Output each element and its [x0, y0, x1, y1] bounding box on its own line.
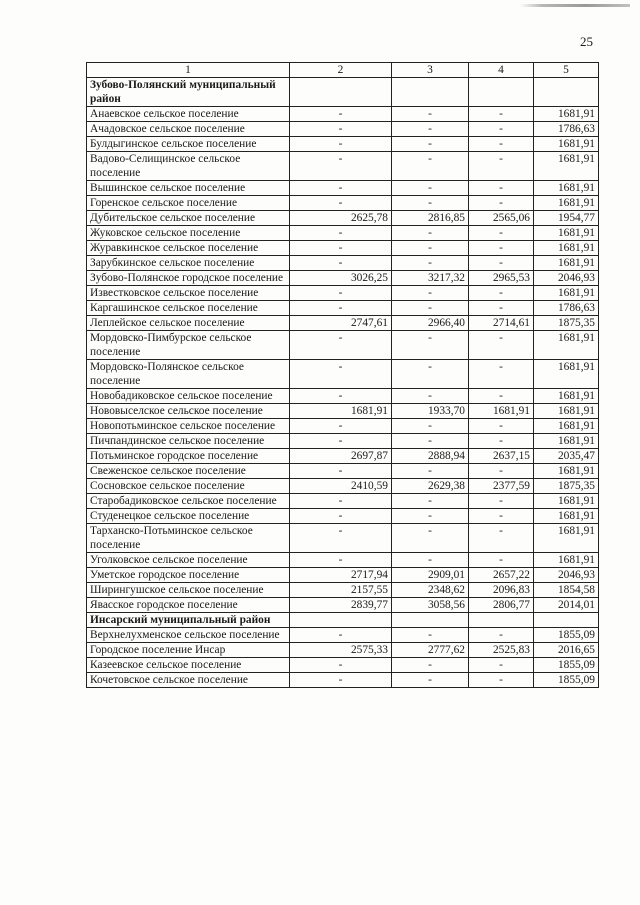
settlement-name: Новобадиковское сельское поселение: [87, 389, 290, 404]
settlement-name: Зарубкинское сельское поселение: [87, 256, 290, 271]
table-row: [87, 658, 599, 673]
tariff-table: [86, 62, 599, 688]
value-cell-c5: 1681,91: [534, 360, 599, 389]
value-cell-c2: 2747,61: [290, 316, 392, 331]
value-cell-c4: 2565,06: [469, 211, 534, 226]
value-cell-c3: 2966,40: [392, 316, 469, 331]
settlement-name: Дубительское сельское поселение: [87, 211, 290, 226]
table-row: [87, 464, 599, 479]
value-cell-c5: 1855,09: [534, 673, 599, 688]
value-cell-c3: 2777,62: [392, 643, 469, 658]
value-cell-c3: -: [392, 419, 469, 434]
value-cell-c3: 3217,32: [392, 271, 469, 286]
value-cell-c3: -: [392, 389, 469, 404]
value-cell-c4: -: [469, 301, 534, 316]
table-row: [87, 419, 599, 434]
table-row: [87, 152, 599, 181]
district-name: Зубово-Полянский муниципальный район: [87, 78, 290, 107]
table-row: [87, 331, 599, 360]
value-cell-c3: [392, 613, 469, 628]
table-row: [87, 107, 599, 122]
value-cell-c5: 1681,91: [534, 404, 599, 419]
settlement-name: Сосновское сельское поселение: [87, 479, 290, 494]
value-cell-c3: -: [392, 524, 469, 553]
settlement-name: Явасское городское поселение: [87, 598, 290, 613]
value-cell-c5: 1681,91: [534, 226, 599, 241]
value-cell-c3: -: [392, 286, 469, 301]
value-cell-c2: -: [290, 181, 392, 196]
table-row: [87, 301, 599, 316]
value-cell-c2: -: [290, 137, 392, 152]
value-cell-c2: 2410,59: [290, 479, 392, 494]
settlement-name: Кочетовское сельское поселение: [87, 673, 290, 688]
value-cell-c2: 2625,78: [290, 211, 392, 226]
table-row: [87, 509, 599, 524]
settlement-name: Горенское сельское поселение: [87, 196, 290, 211]
table-row: [87, 583, 599, 598]
value-cell-c5: 1681,91: [534, 286, 599, 301]
table-row: [87, 524, 599, 553]
value-cell-c2: 2839,77: [290, 598, 392, 613]
table-row: [87, 137, 599, 152]
value-cell-c3: -: [392, 553, 469, 568]
settlement-name: Новопотьминское сельское поселение: [87, 419, 290, 434]
value-cell-c3: -: [392, 658, 469, 673]
value-cell-c5: 1681,91: [534, 464, 599, 479]
value-cell-c5: 1681,91: [534, 509, 599, 524]
settlement-name: Ачадовское сельское поселение: [87, 122, 290, 137]
settlement-name: Зубово-Полянское городское поселение: [87, 271, 290, 286]
value-cell-c5: 1855,09: [534, 628, 599, 643]
value-cell-c4: -: [469, 673, 534, 688]
page-number: 25: [580, 34, 593, 49]
value-cell-c2: -: [290, 107, 392, 122]
value-cell-c5: 1681,91: [534, 434, 599, 449]
value-cell-c5: 1681,91: [534, 256, 599, 271]
table-row: [87, 211, 599, 226]
value-cell-c4: 2714,61: [469, 316, 534, 331]
value-cell-c5: 1681,91: [534, 389, 599, 404]
value-cell-c4: 2377,59: [469, 479, 534, 494]
value-cell-c4: [469, 613, 534, 628]
value-cell-c4: -: [469, 524, 534, 553]
settlement-name: Известковское сельское поселение: [87, 286, 290, 301]
settlement-name: Пичпандинское сельское поселение: [87, 434, 290, 449]
value-cell-c5: 1681,91: [534, 494, 599, 509]
value-cell-c4: -: [469, 553, 534, 568]
value-cell-c4: -: [469, 286, 534, 301]
value-cell-c5: 1954,77: [534, 211, 599, 226]
value-cell-c2: -: [290, 524, 392, 553]
value-cell-c3: -: [392, 122, 469, 137]
value-cell-c5: 2016,65: [534, 643, 599, 658]
value-cell-c3: -: [392, 241, 469, 256]
section-row: [87, 78, 599, 107]
table-body: [87, 63, 599, 688]
value-cell-c5: 2035,47: [534, 449, 599, 464]
column-header: 2: [290, 63, 392, 78]
value-cell-c4: 2525,83: [469, 643, 534, 658]
value-cell-c4: -: [469, 152, 534, 181]
value-cell-c3: -: [392, 628, 469, 643]
value-cell-c4: -: [469, 181, 534, 196]
value-cell-c2: -: [290, 658, 392, 673]
value-cell-c3: -: [392, 509, 469, 524]
settlement-name: Каргашинское сельское поселение: [87, 301, 290, 316]
value-cell-c4: [469, 78, 534, 107]
settlement-name: Анаевское сельское поселение: [87, 107, 290, 122]
value-cell-c4: -: [469, 331, 534, 360]
value-cell-c2: 3026,25: [290, 271, 392, 286]
value-cell-c2: -: [290, 301, 392, 316]
value-cell-c5: 2014,01: [534, 598, 599, 613]
value-cell-c3: 2888,94: [392, 449, 469, 464]
section-row: [87, 613, 599, 628]
value-cell-c3: 2816,85: [392, 211, 469, 226]
column-header: 3: [392, 63, 469, 78]
value-cell-c5: 1681,91: [534, 181, 599, 196]
value-cell-c2: 2717,94: [290, 568, 392, 583]
value-cell-c5: 1681,91: [534, 331, 599, 360]
value-cell-c4: -: [469, 509, 534, 524]
value-cell-c5: 2046,93: [534, 271, 599, 286]
value-cell-c4: -: [469, 107, 534, 122]
value-cell-c4: 2965,53: [469, 271, 534, 286]
settlement-name: Городское поселение Инсар: [87, 643, 290, 658]
scan-artifact: [520, 4, 630, 7]
table-row: [87, 360, 599, 389]
column-header: 4: [469, 63, 534, 78]
table-row: [87, 553, 599, 568]
settlement-name: Студенецкое сельское поселение: [87, 509, 290, 524]
value-cell-c4: -: [469, 196, 534, 211]
value-cell-c2: -: [290, 241, 392, 256]
settlement-name: Жуковское сельское поселение: [87, 226, 290, 241]
table-row: [87, 434, 599, 449]
table-row: [87, 256, 599, 271]
value-cell-c5: 1681,91: [534, 553, 599, 568]
value-cell-c2: -: [290, 286, 392, 301]
value-cell-c3: -: [392, 434, 469, 449]
value-cell-c2: -: [290, 226, 392, 241]
table-row: [87, 196, 599, 211]
value-cell-c3: -: [392, 152, 469, 181]
district-name: Инсарский муниципальный район: [87, 613, 290, 628]
table-row: [87, 316, 599, 331]
value-cell-c4: 2806,77: [469, 598, 534, 613]
settlement-name: Булдыгинское сельское поселение: [87, 137, 290, 152]
column-header: 1: [87, 63, 290, 78]
value-cell-c2: -: [290, 256, 392, 271]
value-cell-c4: 1681,91: [469, 404, 534, 419]
value-cell-c2: -: [290, 196, 392, 211]
value-cell-c4: -: [469, 434, 534, 449]
table-row: [87, 181, 599, 196]
settlement-name: Уметское городское поселение: [87, 568, 290, 583]
value-cell-c4: -: [469, 122, 534, 137]
value-cell-c3: -: [392, 494, 469, 509]
value-cell-c3: 2909,01: [392, 568, 469, 583]
value-cell-c3: -: [392, 331, 469, 360]
table-row: [87, 628, 599, 643]
value-cell-c5: 1681,91: [534, 241, 599, 256]
value-cell-c5: 1681,91: [534, 107, 599, 122]
table-row: [87, 404, 599, 419]
value-cell-c2: 1681,91: [290, 404, 392, 419]
value-cell-c2: 2575,33: [290, 643, 392, 658]
value-cell-c3: -: [392, 226, 469, 241]
value-cell-c2: -: [290, 673, 392, 688]
table-row: [87, 389, 599, 404]
value-cell-c2: -: [290, 331, 392, 360]
settlement-name: Тарханско-Потьминское сельское поселение: [87, 524, 290, 553]
value-cell-c5: 1681,91: [534, 137, 599, 152]
table-row: [87, 568, 599, 583]
value-cell-c4: -: [469, 658, 534, 673]
settlement-name: Нововыселское сельское поселение: [87, 404, 290, 419]
settlement-name: Уголковское сельское поселение: [87, 553, 290, 568]
value-cell-c3: -: [392, 137, 469, 152]
table-row: [87, 226, 599, 241]
value-cell-c2: -: [290, 628, 392, 643]
value-cell-c5: 1854,58: [534, 583, 599, 598]
value-cell-c2: -: [290, 509, 392, 524]
value-cell-c3: -: [392, 464, 469, 479]
settlement-name: Старобадиковское сельское поселение: [87, 494, 290, 509]
settlement-name: Мордовско-Пимбурское сельское поселение: [87, 331, 290, 360]
value-cell-c5: 1786,63: [534, 301, 599, 316]
value-cell-c3: -: [392, 181, 469, 196]
column-header: 5: [534, 63, 599, 78]
value-cell-c2: 2157,55: [290, 583, 392, 598]
value-cell-c5: [534, 78, 599, 107]
value-cell-c5: 1786,63: [534, 122, 599, 137]
value-cell-c3: -: [392, 673, 469, 688]
value-cell-c3: 1933,70: [392, 404, 469, 419]
settlement-name: Леплейское сельское поселение: [87, 316, 290, 331]
table-row: [87, 494, 599, 509]
value-cell-c3: 2348,62: [392, 583, 469, 598]
value-cell-c4: 2657,22: [469, 568, 534, 583]
settlement-name: Журавкинское сельское поселение: [87, 241, 290, 256]
value-cell-c5: 1681,91: [534, 196, 599, 211]
value-cell-c2: -: [290, 360, 392, 389]
value-cell-c2: [290, 613, 392, 628]
table-row: [87, 286, 599, 301]
value-cell-c3: -: [392, 360, 469, 389]
value-cell-c5: 1681,91: [534, 152, 599, 181]
value-cell-c4: -: [469, 419, 534, 434]
value-cell-c4: -: [469, 241, 534, 256]
value-cell-c2: 2697,87: [290, 449, 392, 464]
value-cell-c2: -: [290, 419, 392, 434]
settlement-name: Вышинское сельское поселение: [87, 181, 290, 196]
value-cell-c5: 1875,35: [534, 479, 599, 494]
value-cell-c2: -: [290, 434, 392, 449]
value-cell-c2: -: [290, 152, 392, 181]
settlement-name: Мордовско-Полянское сельское поселение: [87, 360, 290, 389]
value-cell-c3: -: [392, 301, 469, 316]
value-cell-c2: -: [290, 464, 392, 479]
settlement-name: Верхнелухменское сельское поселение: [87, 628, 290, 643]
value-cell-c4: -: [469, 137, 534, 152]
table-row: [87, 241, 599, 256]
value-cell-c4: 2096,83: [469, 583, 534, 598]
value-cell-c3: [392, 78, 469, 107]
value-cell-c4: -: [469, 464, 534, 479]
value-cell-c2: [290, 78, 392, 107]
value-cell-c5: 1875,35: [534, 316, 599, 331]
value-cell-c5: 1855,09: [534, 658, 599, 673]
value-cell-c3: 2629,38: [392, 479, 469, 494]
value-cell-c2: -: [290, 389, 392, 404]
value-cell-c3: -: [392, 107, 469, 122]
table-row: [87, 122, 599, 137]
settlement-name: Казеевское сельское поселение: [87, 658, 290, 673]
value-cell-c4: -: [469, 360, 534, 389]
value-cell-c4: -: [469, 389, 534, 404]
value-cell-c4: -: [469, 226, 534, 241]
table-row: [87, 673, 599, 688]
value-cell-c2: -: [290, 494, 392, 509]
value-cell-c3: -: [392, 196, 469, 211]
table-row: [87, 449, 599, 464]
value-cell-c5: 2046,93: [534, 568, 599, 583]
table-row: [87, 598, 599, 613]
value-cell-c5: [534, 613, 599, 628]
settlement-name: Вадово-Селищинское сельское поселение: [87, 152, 290, 181]
settlement-name: Потьминское городское поселение: [87, 449, 290, 464]
settlement-name: Ширингушское сельское поселение: [87, 583, 290, 598]
value-cell-c3: 3058,56: [392, 598, 469, 613]
table-row: [87, 271, 599, 286]
value-cell-c2: -: [290, 122, 392, 137]
table-row: [87, 479, 599, 494]
value-cell-c4: -: [469, 256, 534, 271]
value-cell-c2: -: [290, 553, 392, 568]
table-header-row: [87, 63, 599, 78]
table-row: [87, 643, 599, 658]
value-cell-c5: 1681,91: [534, 419, 599, 434]
value-cell-c3: -: [392, 256, 469, 271]
settlement-name: Свеженское сельское поселение: [87, 464, 290, 479]
value-cell-c4: 2637,15: [469, 449, 534, 464]
value-cell-c5: 1681,91: [534, 524, 599, 553]
value-cell-c4: -: [469, 628, 534, 643]
value-cell-c4: -: [469, 494, 534, 509]
